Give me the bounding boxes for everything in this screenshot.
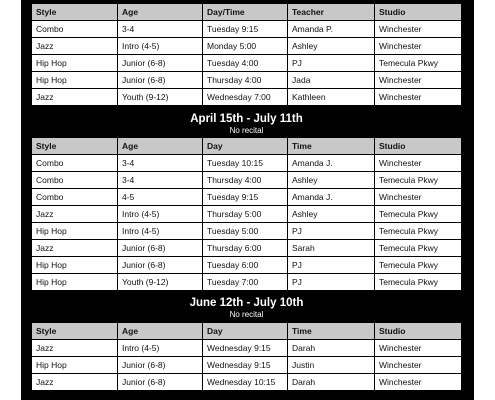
table-row xyxy=(31,172,462,189)
header-day: Day xyxy=(203,138,288,155)
cell-age: Youth (9-12) xyxy=(118,89,203,106)
cell-day: Tuesday 9:15 xyxy=(203,189,288,206)
cell-day: Wednesday 10:15 xyxy=(203,374,288,391)
cell-studio: Winchester xyxy=(375,374,462,391)
cell-age: Intro (4-5) xyxy=(118,38,203,55)
table-row xyxy=(31,38,462,55)
cell-day-time: Wednesday 7:00 xyxy=(203,89,288,106)
cell-age: 3-4 xyxy=(118,155,203,172)
cell-studio: Winchester xyxy=(375,21,462,38)
cell-time: PJ xyxy=(288,257,375,274)
cell-age: 3-4 xyxy=(118,21,203,38)
session-subtitle: No recital xyxy=(229,126,264,135)
header-studio: Studio xyxy=(375,4,462,21)
schedule-table-1 xyxy=(31,4,462,106)
cell-studio: Winchester xyxy=(375,38,462,55)
cell-style: Hip Hop xyxy=(31,72,118,89)
table-row xyxy=(31,274,462,291)
cell-time: Darah xyxy=(288,374,375,391)
header-time: Time xyxy=(288,323,375,340)
cell-time: Sarah xyxy=(288,240,375,257)
cell-time: PJ xyxy=(288,274,375,291)
cell-style: Hip Hop xyxy=(31,274,118,291)
table-row xyxy=(31,223,462,240)
cell-day: Wednesday 9:15 xyxy=(203,357,288,374)
session-title: June 12th - July 10th xyxy=(189,297,304,309)
cell-day-time: Tuesday 9:15 xyxy=(203,21,288,38)
table-row xyxy=(31,206,462,223)
table-row xyxy=(31,21,462,38)
table-header-row xyxy=(31,138,462,155)
cell-day: Thursday 5:00 xyxy=(203,206,288,223)
header-age: Age xyxy=(118,4,203,21)
table-row xyxy=(31,340,462,357)
session-banner xyxy=(31,294,462,324)
cell-time: Amanda J. xyxy=(288,155,375,172)
session-subtitle: No recital xyxy=(229,310,264,319)
header-style: Style xyxy=(31,4,118,21)
cell-age: Junior (6-8) xyxy=(118,257,203,274)
header-time: Time xyxy=(288,138,375,155)
cell-style: Hip Hop xyxy=(31,257,118,274)
cell-teacher: Amanda P. xyxy=(288,21,375,38)
cell-day: Tuesday 10:15 xyxy=(203,155,288,172)
cell-age: Intro (4-5) xyxy=(118,340,203,357)
schedule-table-2 xyxy=(31,138,462,291)
cell-time: Darah xyxy=(288,340,375,357)
table-row xyxy=(31,357,462,374)
cell-style: Jazz xyxy=(31,340,118,357)
cell-studio: Winchester xyxy=(375,340,462,357)
cell-day: Tuesday 5:00 xyxy=(203,223,288,240)
schedule-table-3 xyxy=(31,323,462,391)
header-studio: Studio xyxy=(375,138,462,155)
cell-day: Tuesday 7:00 xyxy=(203,274,288,291)
cell-studio: Winchester xyxy=(375,72,462,89)
cell-studio: Temecula Pkwy xyxy=(375,240,462,257)
header-teacher: Teacher xyxy=(288,4,375,21)
header-style: Style xyxy=(31,138,118,155)
cell-age: Junior (6-8) xyxy=(118,357,203,374)
cell-teacher: PJ xyxy=(288,55,375,72)
cell-studio: Temecula Pkwy xyxy=(375,257,462,274)
cell-time: Ashley xyxy=(288,206,375,223)
cell-studio: Temecula Pkwy xyxy=(375,172,462,189)
cell-day: Wednesday 9:15 xyxy=(203,340,288,357)
cell-age: Intro (4-5) xyxy=(118,206,203,223)
header-style: Style xyxy=(31,323,118,340)
cell-day: Tuesday 6:00 xyxy=(203,257,288,274)
cell-style: Combo xyxy=(31,155,118,172)
cell-teacher: Ashley xyxy=(288,38,375,55)
cell-day-time: Monday 5:00 xyxy=(203,38,288,55)
cell-style: Hip Hop xyxy=(31,223,118,240)
header-studio: Studio xyxy=(375,323,462,340)
table-row xyxy=(31,189,462,206)
cell-style: Jazz xyxy=(31,89,118,106)
cell-studio: Winchester xyxy=(375,357,462,374)
header-day-time: Day/Time xyxy=(203,4,288,21)
cell-style: Hip Hop xyxy=(31,357,118,374)
cell-age: Junior (6-8) xyxy=(118,240,203,257)
cell-day: Thursday 6:00 xyxy=(203,240,288,257)
cell-time: Justin xyxy=(288,357,375,374)
header-day: Day xyxy=(203,323,288,340)
cell-age: Junior (6-8) xyxy=(118,55,203,72)
cell-age: Youth (9-12) xyxy=(118,274,203,291)
cell-studio: Temecula Pkwy xyxy=(375,55,462,72)
cell-studio: Temecula Pkwy xyxy=(375,274,462,291)
cell-studio: Winchester xyxy=(375,89,462,106)
cell-style: Hip Hop xyxy=(31,55,118,72)
table-row xyxy=(31,155,462,172)
table-row xyxy=(31,240,462,257)
table-row xyxy=(31,89,462,106)
table-row xyxy=(31,72,462,89)
cell-age: Intro (4-5) xyxy=(118,223,203,240)
table-row xyxy=(31,374,462,391)
cell-style: Combo xyxy=(31,172,118,189)
cell-time: Ashley xyxy=(288,172,375,189)
cell-day-time: Tuesday 4:00 xyxy=(203,55,288,72)
cell-age: 4-5 xyxy=(118,189,203,206)
cell-style: Jazz xyxy=(31,38,118,55)
cell-style: Combo xyxy=(31,189,118,206)
header-age: Age xyxy=(118,323,203,340)
cell-time: Amanda J. xyxy=(288,189,375,206)
session-title: April 15th - July 11th xyxy=(190,113,303,125)
cell-style: Jazz xyxy=(31,240,118,257)
cell-time: PJ xyxy=(288,223,375,240)
cell-style: Jazz xyxy=(31,206,118,223)
cell-age: Junior (6-8) xyxy=(118,374,203,391)
table-header-row xyxy=(31,323,462,340)
cell-style: Combo xyxy=(31,21,118,38)
cell-studio: Winchester xyxy=(375,189,462,206)
cell-day: Thursday 4:00 xyxy=(203,172,288,189)
table-row xyxy=(31,257,462,274)
cell-teacher: Kathleen xyxy=(288,89,375,106)
session-banner xyxy=(31,110,462,140)
header-age: Age xyxy=(118,138,203,155)
cell-style: Jazz xyxy=(31,374,118,391)
table-header-row xyxy=(31,4,462,21)
table-row xyxy=(31,55,462,72)
cell-day-time: Thursday 4:00 xyxy=(203,72,288,89)
cell-age: 3-4 xyxy=(118,172,203,189)
cell-studio: Winchester xyxy=(375,155,462,172)
cell-studio: Temecula Pkwy xyxy=(375,206,462,223)
cell-studio: Temecula Pkwy xyxy=(375,223,462,240)
cell-age: Junior (6-8) xyxy=(118,72,203,89)
cell-teacher: Jada xyxy=(288,72,375,89)
